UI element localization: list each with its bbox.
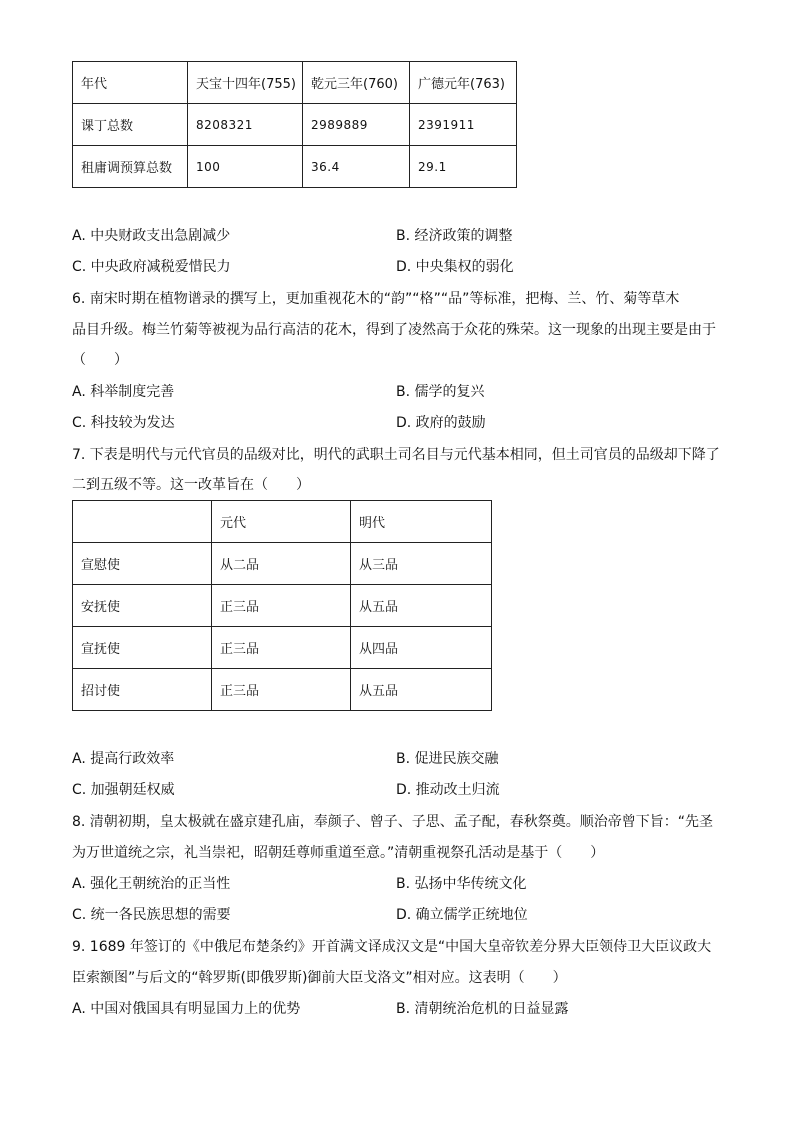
table-cell: 安抚使 [73,585,212,627]
q7-stem-line: 7. 下表是明代与元代官员的品级对比，明代的武职土司名目与元代基本相同，但土司官员的品级却下降了 [72,447,720,463]
q8-option-a: A. 强化王朝统治的正当性 [72,876,231,892]
table-cell: 正三品 [212,585,351,627]
q6-stem-line: 品目升级。梅兰竹菊等被视为品行高洁的花木，得到了凌然高于众花的殊荣。这一现象的出现主要是由于 [72,322,716,338]
table-header-cell: 明代 [351,501,492,543]
table-cell: 2391911 [410,104,517,146]
table-cell: 36.4 [303,146,410,188]
q8-option-d: D. 确立儒学正统地位 [396,907,528,923]
official-rank-table [72,500,492,711]
q7-option-a: A. 提高行政效率 [72,751,175,767]
table-header-cell: 天宝十四年(755) [188,62,303,104]
table-cell: 从四品 [351,627,492,669]
q7-option-d: D. 推动改土归流 [396,782,500,798]
q9-option-b: B. 清朝统治危机的日益显露 [396,1001,569,1017]
table-cell: 正三品 [212,669,351,711]
table-row [73,669,492,711]
q8-stem-line: 为万世道统之宗，礼当崇祀，昭朝廷尊师重道至意。”清朝重视祭孔活动是基于（ ） [72,845,605,861]
q7-stem-line: 二到五级不等。这一改革旨在（ ） [72,477,310,493]
q6-stem-line: （ ） [72,352,128,368]
q7-option-b: B. 促进民族交融 [396,751,499,767]
table-header-cell: 元代 [212,501,351,543]
table-header-cell: 乾元三年(760) [303,62,410,104]
table-cell: 100 [188,146,303,188]
q8-option-b: B. 弘扬中华传统文化 [396,876,527,892]
table-cell: 宣抚使 [73,627,212,669]
q5-option-a: A. 中央财政支出急剧减少 [72,228,231,244]
table-cell: 课丁总数 [73,104,188,146]
table-row [73,543,492,585]
table-row [73,585,492,627]
q6-option-d: D. 政府的鼓励 [396,415,486,431]
q6-stem-line: 6. 南宋时期在植物谱录的撰写上，更加重视花木的“韵”“格”“品”等标准，把梅、兰、竹、菊等草木 [72,291,680,307]
q5-option-d: D. 中央集权的弱化 [396,259,514,275]
table-cell: 8208321 [188,104,303,146]
q9-stem-line: 9. 1689 年签订的《中俄尼布楚条约》开首满文译成汉文是“中国大皇帝钦差分界大臣领侍卫大臣议政大 [72,939,712,955]
table-row [73,501,492,543]
table-cell: 从五品 [351,585,492,627]
table-cell: 2989889 [303,104,410,146]
q7-option-c: C. 加强朝廷权威 [72,782,175,798]
table-cell: 从三品 [351,543,492,585]
table-cell: 29.1 [410,146,517,188]
table-header-cell [73,501,212,543]
table-header-cell: 年代 [73,62,188,104]
table-row [73,627,492,669]
table-cell: 从二品 [212,543,351,585]
table-cell: 租庸调预算总数 [73,146,188,188]
q9-stem-line: 臣索额图”与后文的“斡罗斯(即俄罗斯)御前大臣戈洛文”相对应。这表明（ ） [72,970,567,986]
q6-option-a: A. 科举制度完善 [72,384,175,400]
q5-option-b: B. 经济政策的调整 [396,228,513,244]
q8-stem-line: 8. 清朝初期，皇太极就在盛京建孔庙，奉颜子、曾子、子思、孟子配，春秋祭奠。顺治帝曾下旨：“先圣 [72,814,714,830]
table-header-cell: 广德元年(763) [410,62,517,104]
table-row [73,62,517,104]
table-cell: 宣慰使 [73,543,212,585]
table-cell: 招讨使 [73,669,212,711]
table-row [73,104,517,146]
q6-option-c: C. 科技较为发达 [72,415,175,431]
table-row [73,146,517,188]
population-tax-table [72,61,517,188]
table-cell: 从五品 [351,669,492,711]
q6-option-b: B. 儒学的复兴 [396,384,485,400]
q9-option-a: A. 中国对俄国具有明显国力上的优势 [72,1001,301,1017]
table-cell: 正三品 [212,627,351,669]
q5-option-c: C. 中央政府减税爱惜民力 [72,259,231,275]
q8-option-c: C. 统一各民族思想的需要 [72,907,231,923]
